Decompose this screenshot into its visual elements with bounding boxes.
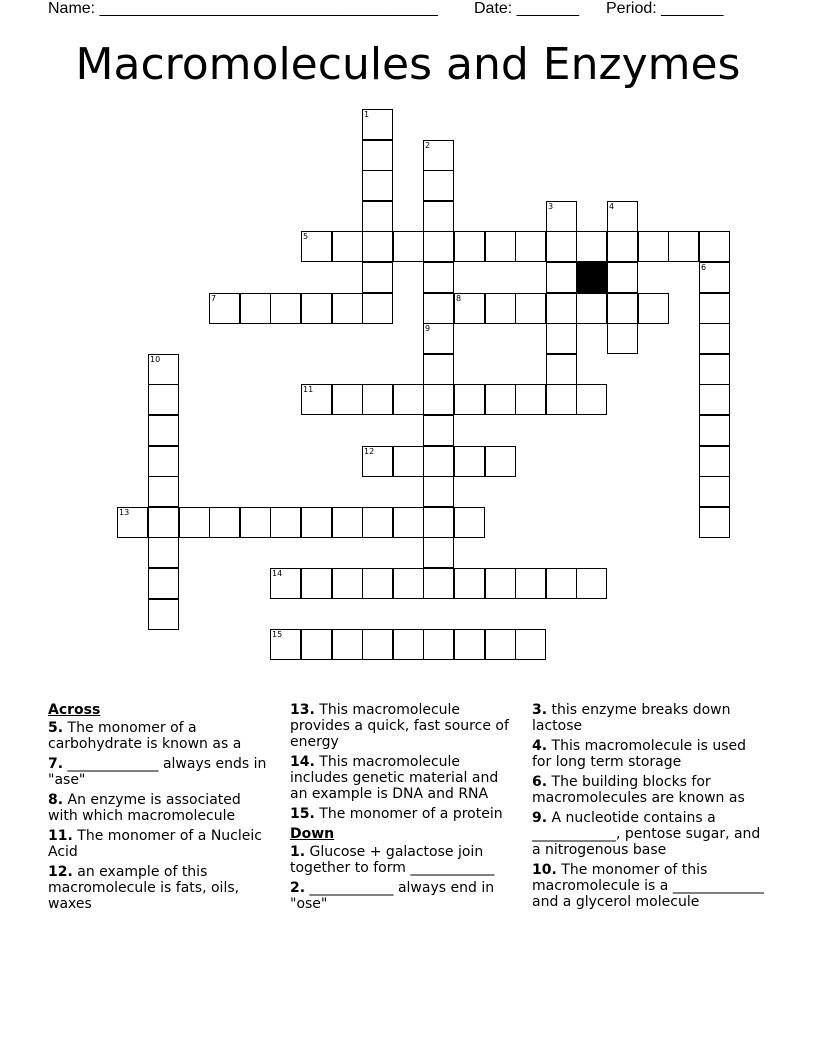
clues-column-1 (48, 702, 270, 916)
clue-number: 5 (303, 232, 309, 241)
crossword-cell[interactable] (699, 476, 730, 507)
clues-column-3 (532, 702, 768, 914)
clue-across-5: 5. The monomer of a carbohydrate is known as a (48, 720, 242, 752)
crossword-cell[interactable] (638, 293, 669, 324)
date-field[interactable]: Date: _______ (474, 0, 579, 17)
crossword-cell[interactable] (148, 568, 179, 599)
crossword-cell[interactable] (423, 568, 454, 599)
clue-across-8: 8. An enzyme is associated with which macromolecule (48, 792, 241, 824)
crossword-cell[interactable] (546, 323, 577, 354)
clue-number: 14 (272, 569, 283, 578)
clue-number: 2 (425, 141, 431, 150)
crossword-cell[interactable] (699, 384, 730, 415)
crossword-cell[interactable] (485, 568, 516, 599)
crossword-cell[interactable] (546, 354, 577, 385)
crossword-cell[interactable] (301, 293, 332, 324)
crossword-cell[interactable] (576, 384, 607, 415)
clues-column-2 (290, 702, 516, 916)
crossword-cell[interactable] (699, 262, 730, 293)
crossword-cell[interactable] (362, 170, 393, 201)
crossword-cell[interactable] (607, 201, 638, 232)
clue-across-13: 13. This macromolecule provides a quick, fast source of energy (290, 702, 509, 750)
crossword-cell[interactable] (699, 293, 730, 324)
crossword-cell[interactable] (362, 507, 393, 538)
crossword-cell[interactable] (699, 323, 730, 354)
crossword-cell[interactable] (240, 507, 271, 538)
crossword-cell[interactable] (423, 201, 454, 232)
crossword-cell[interactable] (209, 293, 240, 324)
clue-across-14: 14. This macromolecule includes genetic material and an example is DNA and RNA (290, 754, 499, 802)
crossword-cell[interactable] (332, 507, 363, 538)
name-field[interactable]: Name: ______________________________________ (48, 0, 438, 17)
crossword-cell[interactable] (117, 507, 148, 538)
crossword-cell[interactable] (209, 507, 240, 538)
crossword-cell[interactable] (454, 568, 485, 599)
crossword-cell[interactable] (546, 262, 577, 293)
crossword-cell[interactable] (454, 629, 485, 660)
crossword-cell[interactable] (699, 415, 730, 446)
crossword-cell[interactable] (423, 170, 454, 201)
crossword-cell[interactable] (393, 629, 424, 660)
crossword-cell[interactable] (546, 231, 577, 262)
crossword-cell[interactable] (393, 231, 424, 262)
crossword-cell[interactable] (485, 293, 516, 324)
crossword-cell[interactable] (270, 293, 301, 324)
clue-down-3: 3. this enzyme breaks down lactose (532, 702, 731, 734)
crossword-cell[interactable] (576, 293, 607, 324)
crossword-cell[interactable] (576, 568, 607, 599)
clue-down-2: 2. ____________ always end in "ose" (290, 880, 495, 912)
crossword-cell[interactable] (423, 323, 454, 354)
crossword-cell[interactable] (332, 629, 363, 660)
period-field[interactable]: Period: _______ (606, 0, 724, 17)
crossword-cell[interactable] (699, 354, 730, 385)
clue-across-11: 11. The monomer of a Nucleic Acid (48, 828, 262, 860)
crossword-cell[interactable] (423, 231, 454, 262)
crossword-cell[interactable] (607, 262, 638, 293)
crossword-cell[interactable] (454, 231, 485, 262)
clue-across-7: 7. _____________ always ends in "ase" (48, 756, 267, 788)
crossword-cell[interactable] (362, 262, 393, 293)
crossword-cell[interactable] (638, 231, 669, 262)
crossword-cell[interactable] (607, 323, 638, 354)
clue-across-15: 15. The monomer of a protein (290, 806, 503, 822)
crossword-cell[interactable] (332, 231, 363, 262)
crossword-cell[interactable] (301, 507, 332, 538)
crossword-cell[interactable] (270, 629, 301, 660)
crossword-cell[interactable] (485, 231, 516, 262)
crossword-cell[interactable] (423, 507, 454, 538)
crossword-cell[interactable] (546, 293, 577, 324)
crossword-cell[interactable] (515, 231, 546, 262)
page-title: Macromolecules and Enzymes (75, 39, 741, 90)
crossword-cell[interactable] (362, 201, 393, 232)
crossword-cell[interactable] (362, 384, 393, 415)
crossword-cell[interactable] (301, 384, 332, 415)
crossword-cell[interactable] (362, 140, 393, 171)
crossword-cell[interactable] (332, 293, 363, 324)
across-heading: Across (48, 702, 101, 718)
crossword-cell[interactable] (301, 231, 332, 262)
crossword-cell[interactable] (423, 629, 454, 660)
clue-number: 8 (456, 294, 462, 303)
crossword-cell[interactable] (699, 446, 730, 477)
clue-number: 10 (150, 355, 161, 364)
crossword-cell[interactable] (699, 231, 730, 262)
crossword-cell[interactable] (515, 384, 546, 415)
clue-down-4: 4. This macromolecule is used for long term storage (532, 738, 747, 770)
crossword-cell[interactable] (332, 384, 363, 415)
crossword-cell[interactable] (240, 293, 271, 324)
crossword-cell[interactable] (454, 384, 485, 415)
crossword-cell[interactable] (393, 507, 424, 538)
crossword-cell[interactable] (362, 109, 393, 140)
crossword-cell[interactable] (148, 446, 179, 477)
crossword-cell[interactable] (699, 507, 730, 538)
crossword-cell[interactable] (270, 507, 301, 538)
crossword-cell[interactable] (393, 446, 424, 477)
clue-number: 9 (425, 324, 431, 333)
clue-across-12: 12. an example of this macromolecule is fats, oils, waxes (48, 864, 240, 912)
crossword-cell[interactable] (423, 354, 454, 385)
crossword-cell[interactable] (668, 231, 699, 262)
crossword-cell[interactable] (301, 568, 332, 599)
crossword-cell[interactable] (454, 293, 485, 324)
crossword-cell[interactable] (423, 415, 454, 446)
crossword-cell[interactable] (148, 384, 179, 415)
crossword-cell[interactable] (148, 537, 179, 568)
crossword-cell[interactable] (148, 354, 179, 385)
crossword-cell[interactable] (148, 599, 179, 630)
crossword-cell[interactable] (454, 507, 485, 538)
crossword-cell[interactable] (423, 537, 454, 568)
clue-number: 15 (272, 630, 283, 639)
crossword-cell[interactable] (485, 629, 516, 660)
crossword-cell[interactable] (485, 384, 516, 415)
crossword-cell[interactable] (576, 231, 607, 262)
clue-down-1: 1. Glucose + galactose join together to form ____________ (290, 844, 495, 876)
crossword-cell[interactable] (148, 415, 179, 446)
crossword-cell[interactable] (515, 568, 546, 599)
clue-number: 6 (701, 263, 707, 272)
clue-down-6: 6. The building blocks for macromolecules are known as (532, 774, 745, 806)
clue-number: 11 (303, 385, 314, 394)
crossword-cell[interactable] (332, 568, 363, 599)
crossword-cell[interactable] (301, 629, 332, 660)
clue-number: 4 (609, 202, 615, 211)
crossword-cell[interactable] (362, 293, 393, 324)
crossword-cell[interactable] (179, 507, 210, 538)
clue-number: 7 (211, 294, 217, 303)
crossword-cell[interactable] (515, 629, 546, 660)
clue-number: 1 (364, 110, 370, 119)
crossword-cell[interactable] (423, 262, 454, 293)
crossword-cell[interactable] (362, 568, 393, 599)
crossword-cell[interactable] (423, 140, 454, 171)
crossword-cell[interactable] (270, 568, 301, 599)
crossword-black-cell (576, 262, 607, 293)
down-heading: Down (290, 826, 335, 842)
crossword-cell[interactable] (423, 384, 454, 415)
crossword-cell[interactable] (607, 293, 638, 324)
crossword-cell[interactable] (454, 446, 485, 477)
crossword-cell[interactable] (362, 446, 393, 477)
crossword-cell[interactable] (423, 446, 454, 477)
clue-number: 13 (119, 508, 130, 517)
crossword-cell[interactable] (393, 568, 424, 599)
crossword-cell[interactable] (485, 446, 516, 477)
clue-number: 3 (548, 202, 554, 211)
crossword-cell[interactable] (607, 231, 638, 262)
crossword-cell[interactable] (423, 293, 454, 324)
clue-down-9: 9. A nucleotide contains a ____________, pentose sugar, and a nitrogenous base (532, 810, 761, 858)
crossword-cell[interactable] (546, 568, 577, 599)
clue-number: 12 (364, 447, 375, 456)
crossword-cell[interactable] (423, 476, 454, 507)
crossword-cell[interactable] (148, 476, 179, 507)
crossword-cell[interactable] (362, 231, 393, 262)
crossword-cell[interactable] (546, 201, 577, 232)
crossword-cell[interactable] (515, 293, 546, 324)
crossword-cell[interactable] (546, 384, 577, 415)
crossword-cell[interactable] (393, 384, 424, 415)
clue-down-10: 10. The monomer of this macromolecule is a _____________ and a glycerol molecule (532, 862, 764, 910)
crossword-cell[interactable] (148, 507, 179, 538)
crossword-cell[interactable] (362, 629, 393, 660)
